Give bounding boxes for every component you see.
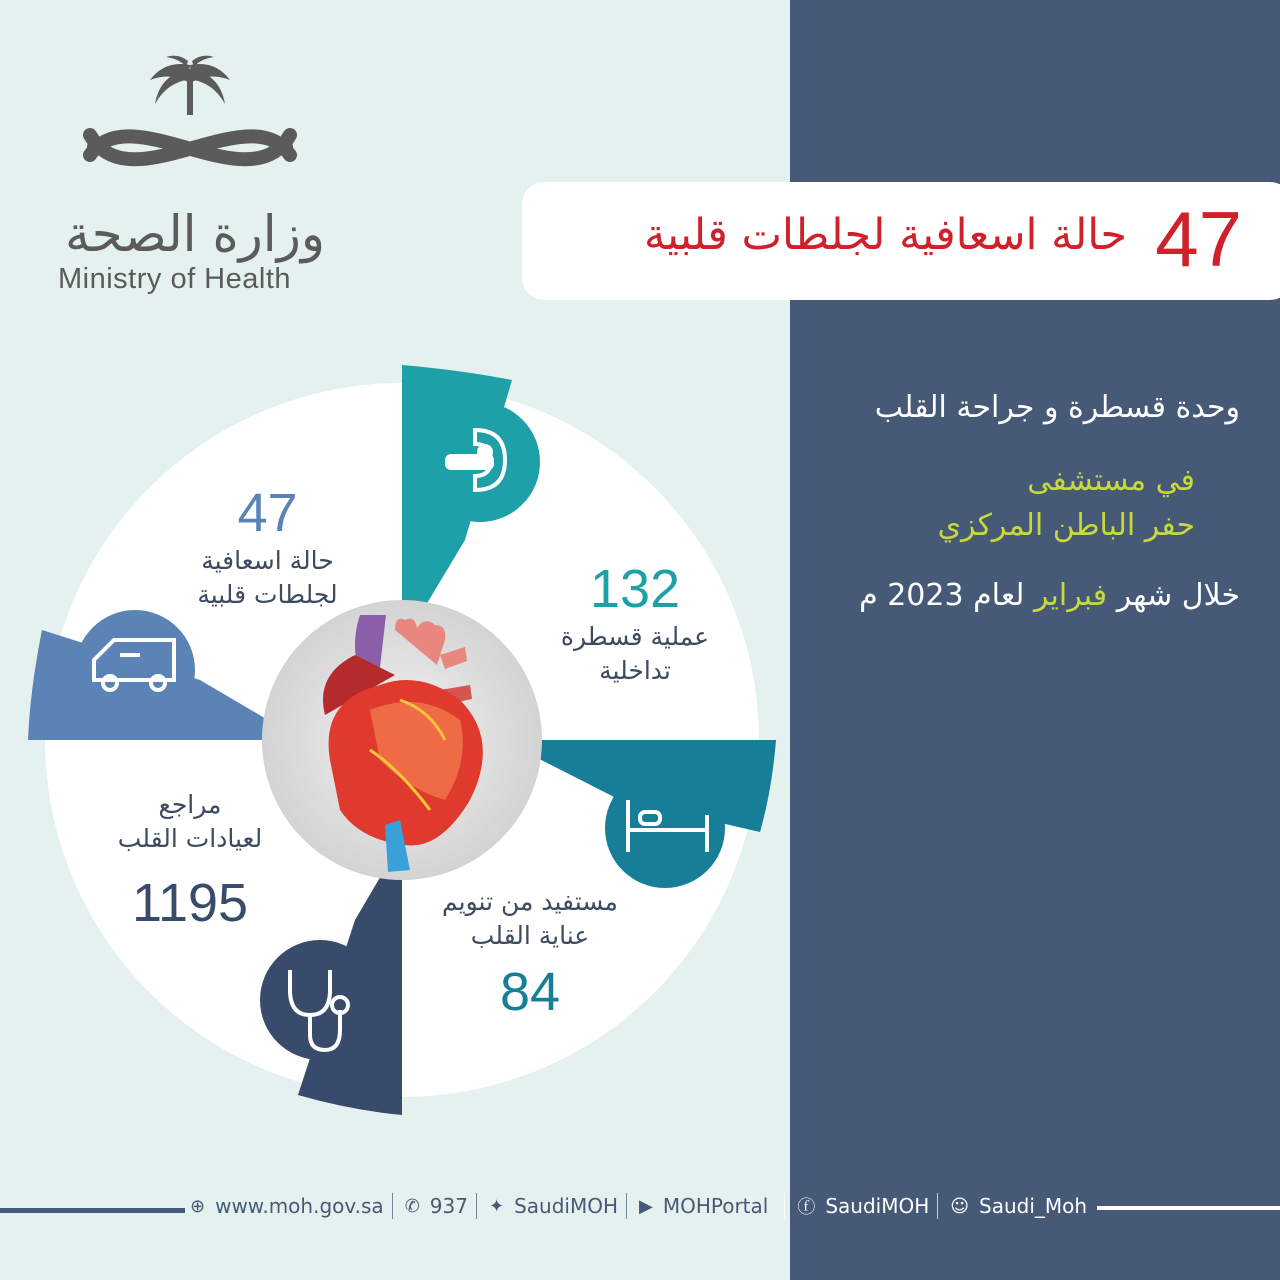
info-period-month: فبراير [1033,578,1108,613]
headline-text: حالة اسعافية لجلطات قلبية [644,210,1127,260]
stat-emergency [180,482,355,612]
stat-inpatient [420,885,640,1023]
logo-english-text: Ministry of Health [58,263,292,295]
logo-arabic-text: وزارة الصحة [65,205,325,263]
info-hospital-name: حفر الباطن المركزي [937,508,1195,543]
info-unit: وحدة قسطرة و جراحة القلب [874,390,1240,425]
footer-separator [626,1193,627,1219]
headline-number: 47 [1155,195,1242,283]
inpatient-icon-circle [605,768,725,888]
twitter-icon: ✦ [488,1195,505,1217]
phone-icon: ✆ [404,1195,420,1217]
footer-line-right [1097,1206,1280,1210]
footer-youtube[interactable]: MOHPortal [662,1194,769,1218]
footer-separator [392,1193,393,1219]
stat-emergency-label-1: حالة اسعافية [201,546,334,575]
emergency-icon-circle [75,610,195,730]
stat-catheter [535,558,735,688]
stat-emergency-label-2: لجلطات قلبية [197,580,338,609]
footer-contacts [186,1193,1087,1219]
footer-separator [476,1193,477,1219]
globe-icon: ⊕ [190,1195,206,1217]
footer-twitter[interactable]: SaudiMOH [514,1194,618,1218]
footer-snapchat[interactable]: Saudi_Moh [979,1194,1088,1218]
stat-inpatient-number: 84 [499,962,561,1022]
stat-clinic [100,788,280,934]
footer-website[interactable]: www.moh.gov.sa [215,1194,384,1218]
footer-separator [937,1193,938,1219]
stat-clinic-number: 1195 [131,873,249,933]
catheter-icon-circle [420,402,540,522]
clinic-icon-circle [260,940,380,1060]
info-hospital-prefix: في مستشفى [1027,463,1195,498]
stat-catheter-label-1: عملية قسطرة [560,622,710,651]
stat-emergency-number: 47 [237,483,298,543]
stat-clinic-label-1: مراجع [158,790,222,819]
stat-catheter-number: 132 [589,559,681,619]
footer-separator [784,1193,785,1219]
stat-catheter-label-2: تداخلية [599,656,671,685]
footer-facebook[interactable]: SaudiMOH [825,1194,930,1218]
info-period-post: لعام 2023 م [859,578,1034,613]
snapchat-icon: ☺ [950,1195,970,1217]
stat-inpatient-label-2: عناية القلب [470,921,590,950]
youtube-icon: ▶ [638,1195,653,1217]
stat-inpatient-label-1: مستفيد من تنويم [442,887,618,916]
info-period-pre: خلال شهر [1107,578,1240,613]
footer-phone[interactable]: 937 [429,1194,468,1218]
footer-line-left [0,1208,185,1213]
stat-clinic-label-2: لعيادات القلب [117,824,263,853]
facebook-icon: ⓕ [797,1197,816,1218]
